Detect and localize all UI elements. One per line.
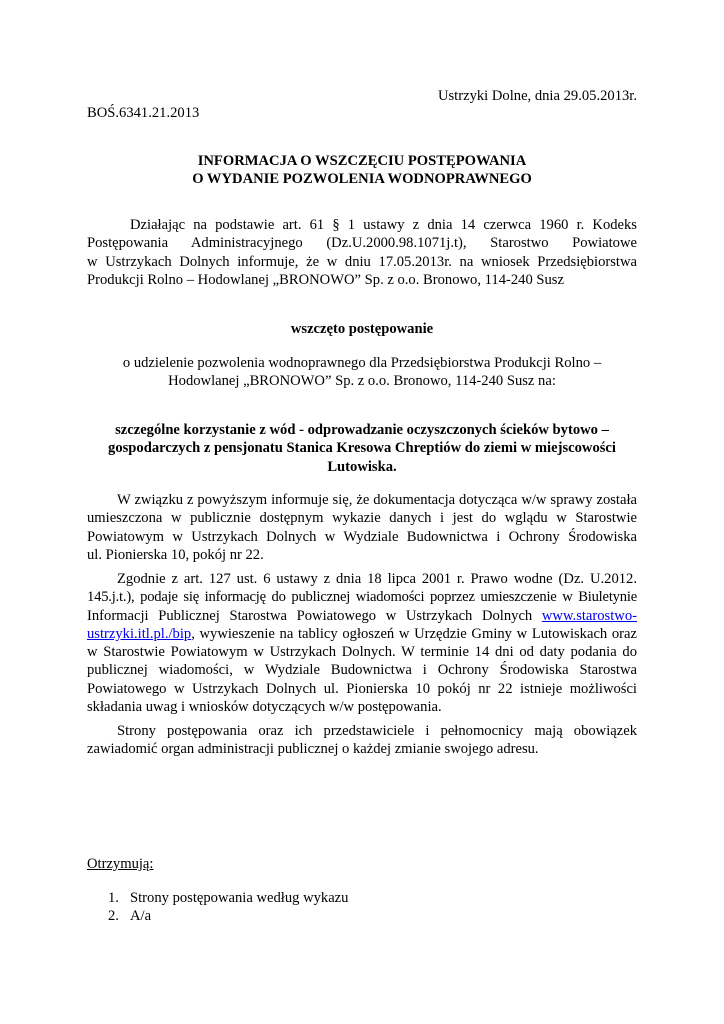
intro-line-1: Działając na podstawie art. 61 § 1 ustawy z dnia 14 czerwca 1960 r. Kodeks xyxy=(130,217,637,233)
list-item-text: A/a xyxy=(130,908,152,925)
list-item xyxy=(108,907,508,925)
p1-line-1: W związku z powyższym informuje się, że dokumentacja dotycząca w/w sprawy została xyxy=(117,492,637,508)
subject-of-proceedings xyxy=(87,421,637,476)
document-title xyxy=(87,152,637,189)
intro-line-4: Produkcji Rolno – Hodowlanej „BRONOWO” Sp. z o.o. Bronowo, 114-240 Susz xyxy=(87,271,564,288)
p2-line-6: publicznej wiadomości, w Wydziale Budownictwa i Ochrony Środowiska Starostwa xyxy=(87,662,637,679)
p2-line-1: Zgodnie z art. 127 ust. 6 ustawy z dnia 18 lipca 2001 r. Prawo wodne (Dz. U.2012. xyxy=(117,571,637,587)
initiated-heading: wszczęto postępowanie xyxy=(290,321,434,337)
p1-line-3: Powiatowym w Ustrzykach Dolnych w Wydziale Budownictwa i Ochrony Środowiska xyxy=(87,528,637,545)
paragraph-address-change xyxy=(87,722,637,759)
p2-line-3 xyxy=(87,607,637,625)
p2-line-7: Powiatowego w Ustrzykach Dolnych ul. Pionierska 10 pokój nr 22 istnieje możliwości xyxy=(87,680,637,697)
title-line-2: O WYDANIE POZWOLENIA WODNOPRAWNEGO xyxy=(192,171,532,188)
initiated-description xyxy=(87,354,637,391)
p3-line-1: Strony postępowania oraz ich przedstawiciele i pełnomocnicy mają obowiązek xyxy=(117,723,637,739)
p2-line-2: 145.j.t.), podaje się informację do publicznej wiadomości poprzez umieszczenie w Biuletynie xyxy=(87,589,637,606)
intro-line-3: w Ustrzykach Dolnych informuje, że w dniu 17.05.2013r. na wniosek Przedsiębiorstwa xyxy=(87,253,637,270)
p2-line-4-text: , wywieszenie na tablicy ogłoszeń w Urzędzie Gminy w Lutowiskach oraz xyxy=(191,625,637,642)
list-item-number: 1. xyxy=(108,890,119,906)
p3-line-2: zawiadomić organ administracji publicznej o każdej zmianie swojego adresu. xyxy=(87,741,539,758)
title-line-1: INFORMACJA O WSZCZĘCIU POSTĘPOWANIA xyxy=(197,153,527,169)
initiated-line-1: o udzielenie pozwolenia wodnoprawnego dla Przedsiębiorstwa Produkcji Rolno – xyxy=(122,355,602,371)
list-item-text: Strony postępowania według wykazu xyxy=(130,890,349,906)
recipients-label: Otrzymują: xyxy=(87,856,154,872)
subject-line-1: szczególne korzystanie z wód - odprowadzanie oczyszczonych ścieków bytowo – xyxy=(115,422,609,438)
p2-line-8: składania uwag i wniosków dotyczących w/w postępowania. xyxy=(87,699,442,716)
subject-line-3: Lutowiska. xyxy=(327,458,397,475)
list-item-number: 2. xyxy=(108,908,119,925)
list-item xyxy=(108,889,508,907)
p1-line-2: umieszczona w publicznie dostępnym wykazie danych i jest do wglądu w Starostwie xyxy=(87,510,637,527)
paragraph-documentation xyxy=(87,491,637,564)
paragraph-water-law xyxy=(87,570,637,716)
recipients-list xyxy=(108,889,508,926)
intro-line-2: Postępowania Administracyjnego (Dz.U.2000.98.1071j.t), Starostwo Powiatowe xyxy=(87,235,637,252)
place-and-date: Ustrzyki Dolne, dnia 29.05.2013r. xyxy=(437,88,637,104)
initiated-line-2: Hodowlanej „BRONOWO” Sp. z o.o. Bronowo, 114-240 Susz na: xyxy=(168,373,556,390)
intro-paragraph xyxy=(87,216,637,289)
subject-line-2: gospodarczych z pensjonatu Stanica Kresowa Chreptiów do ziemi w miejscowości xyxy=(108,440,616,457)
bip-link-part-1[interactable]: www.starostwo- xyxy=(541,607,637,624)
bip-link-part-2[interactable]: ustrzyki.itl.pl./bip xyxy=(87,625,192,642)
reference-number: BOŚ.6341.21.2013 xyxy=(87,105,200,121)
p1-line-4: ul. Pionierska 10, pokój nr 22. xyxy=(87,546,264,563)
p2-line-5: w Starostwie Powiatowym w Ustrzykach Dolnych. W terminie 14 dni od daty podania do xyxy=(87,644,637,661)
p2-line-4 xyxy=(87,625,637,643)
p2-line-3-text: Informacji Publicznej Starostwa Powiatowego w Ustrzykach Dolnych xyxy=(87,607,533,624)
